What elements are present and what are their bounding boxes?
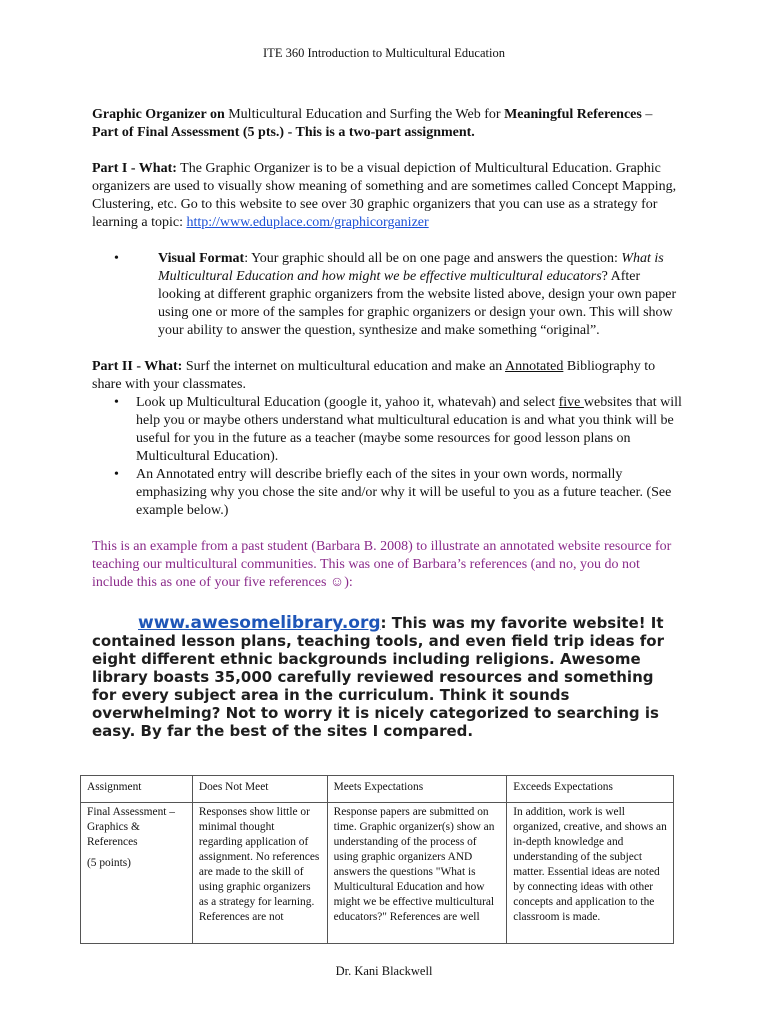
visual-format-question: What is Multicultural Education and how might we be effective multicultural educators (158, 251, 664, 284)
bullet-dot: • (114, 251, 119, 266)
part-two-text-1: Surf the internet on multicultural education and make an (182, 359, 506, 374)
part-two-text-2: Bibliography to share with your classmates. (92, 359, 656, 392)
assignment-name: Final Assessment – Graphics & References (87, 806, 175, 848)
list-item (92, 394, 682, 466)
page-footer: Dr. Kani Blackwell (335, 964, 433, 978)
bullet-dot: • (114, 395, 119, 410)
rubric-cell-exceeds (507, 803, 674, 944)
title-bold-2: Meaningful References (504, 107, 642, 122)
annotated-word: Annotated (505, 359, 564, 374)
title-bold-4: - This is a two-part assignment. (284, 125, 475, 140)
rubric-cell-assignment (81, 803, 193, 944)
part-two-paragraph (92, 358, 682, 394)
title-bold-3: Part of Final Assessment (5 pts.) (92, 125, 285, 140)
example-annotation (92, 614, 682, 740)
exceeds-text: In addition, work is well organized, creative, and shows an in-depth knowledge and understanding of the subject matter. Essential ideas are noted by connecting ideas with other concepts and application to the classroom is made. (513, 806, 667, 923)
title-text-2: – (641, 107, 653, 122)
rubric-cell-does-not-meet (192, 803, 327, 944)
meets-text: Response papers are submitted on time. Graphic organizer(s) show an understanding of the process of using graphic organizers AND answers the questions "What is Multicultural Education and how might we be effective multicultural educators?" References are well (333, 806, 495, 923)
visual-format-bullet (92, 250, 682, 340)
rubric-row (81, 803, 674, 944)
rubric-cell-meets (327, 803, 507, 944)
page-header: ITE 360 Introduction to Multicultural Education (263, 46, 505, 60)
graphic-organizer-link[interactable]: http://www.eduplace.com/graphicorganizer (186, 215, 429, 230)
title-text-1: Multicultural Education and Surfing the Web for (224, 107, 505, 122)
assignment-title (92, 106, 682, 142)
assignment-points: (5 points) (87, 857, 131, 869)
document-body (92, 106, 682, 740)
list-item (92, 466, 682, 520)
rubric-header-cell: Exceeds Expectations (507, 776, 674, 803)
part-two-label: Part II - What: (92, 359, 183, 374)
rubric-header-cell: Meets Expectations (327, 776, 507, 803)
awesome-library-link[interactable]: www.awesomelibrary.org (138, 613, 381, 633)
visual-format-text-2: ? After looking at different graphic organizers from the website listed above, design your own paper using one or more of the samples for graphic organizers or design your own. This will show your ability to answer the question, synthesize and make something “original”. (158, 269, 677, 338)
part-one-paragraph (92, 160, 682, 232)
rubric-header-row (81, 776, 674, 803)
part-two-list (92, 394, 682, 520)
visual-format-text-1: : Your graphic should all be on one page and answers the question: (244, 251, 622, 266)
part-one-label: Part I - What: (92, 161, 177, 176)
list-item-underline: five (558, 395, 584, 410)
example-intro: This is an example from a past student (Barbara B. 2008) to illustrate an annotated website resource for teaching our multicultural communities. This was one of Barbara’s references (and no, you do not include this as one of your five references ☺): (92, 539, 672, 590)
rubric-header-cell: Does Not Meet (192, 776, 327, 803)
title-bold-1: Graphic Organizer on (92, 107, 225, 122)
does-not-meet-text: Responses show little or minimal thought regarding application of assignment. No references are made to the skill of using graphic organizers as a strategy for learning. References are not (198, 806, 320, 923)
example-annotation-text: : This was my favorite website! It contained lesson plans, teaching tools, and even field trip ideas for eight different ethnic backgrounds including religions. Awesome library boasts 35,000 carefully reviewed resources and something for every subject area in the curriculum. Think it sounds overwhelming? Not to worry it is nicely categorized to searching is easy. By far the best of the sites I compared. (92, 614, 665, 740)
part-one-text: The Graphic Organizer is to be a visual depiction of Multicultural Education. Graphic organizers are used to visually show meaning of something and are sometimes called Concept Mapping, Clustering, etc. Go to this website to see over 30 graphic organizers that you can use as a strategy for learning a topic: (92, 161, 677, 230)
list-item-text: An Annotated entry will describe briefly each of the sites in your own words, normally emphasizing why you chose the site and/or why it will be useful to you as a future teacher. (See example below.) (136, 467, 672, 518)
rubric-header-cell: Assignment (81, 776, 193, 803)
bullet-dot: • (114, 467, 119, 482)
visual-format-label: Visual Format (158, 251, 245, 266)
rubric-table (80, 775, 674, 944)
list-item-text-post: websites that will help you or maybe others understand what multicultural education is and what you think will be useful for you in the future as a teacher (maybe some resources for good lesson plans on Multicultural Education). (136, 395, 682, 464)
list-item-text: Look up Multicultural Education (google it, yahoo it, whatevah) and select (136, 395, 559, 410)
